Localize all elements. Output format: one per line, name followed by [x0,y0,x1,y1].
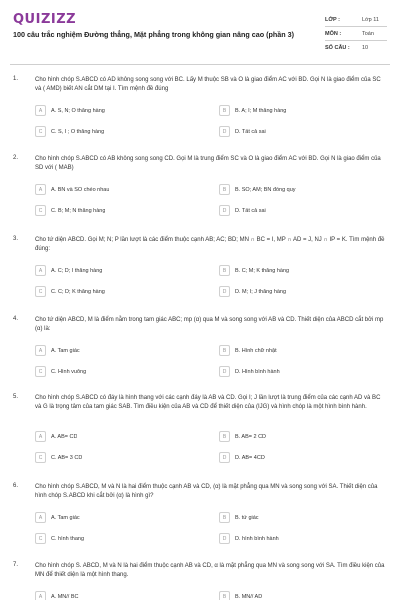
question-text: Cho hình chóp S.ABCD, M và N là hai điểm thuộc cạnh AB và CD, (α) là mặt phẳng qua MN và song song với SA. Thiết diện của hình chóp S.ABCD khi cắt bởi (α) là hình gì? [35,484,378,499]
option-letter: D [219,366,230,377]
option-text: B. Hình chữ nhật [235,347,277,354]
option-d[interactable] [219,285,387,298]
option-letter: C [35,366,46,377]
worksheet-header [0,0,400,64]
question-number: 7. [13,562,19,568]
meta-key: SỐ CÂU : [325,45,350,51]
option-letter: D [219,126,230,137]
option-c[interactable] [35,125,203,138]
meta-row-count [325,41,387,55]
option-a[interactable] [35,183,203,196]
option-text: D. Tất cả sai [235,207,266,214]
option-c[interactable] [35,365,203,378]
option-text: B. AB= 2 CD [235,433,267,440]
option-b[interactable] [219,264,387,277]
meta-value: 10 [362,45,369,51]
option-letter: C [35,452,46,463]
question-text: Cho hình chóp S. ABCD, M và N là hai điểm thuộc cạnh AB và CD, α là mặt phẳng qua MN và song song với SA. Tìm điều kiện của MN để thiết diện là một hình thang. [35,563,385,578]
question-5 [0,394,400,483]
meta-key: LỚP : [325,16,340,23]
option-text: B. SO; AM; BN đồng quy [235,186,296,193]
question-text: Cho hình chóp S.ABCD có đáy là hình thang với các cạnh đáy là AB và CD. Gọi I; J lần lượt là trung điểm của các cạnh AD và BC và G là trọng tâm của tam giác SAB. Tìm điều kiện của AB và CD để thiết diện của (IJG) và hình chóp là một hình bình hành. [35,395,381,410]
option-letter: C [35,533,46,544]
option-b[interactable] [219,511,387,524]
option-text: C. Hình vuông [51,368,87,375]
option-c[interactable] [35,532,203,545]
option-text: B. C; M; K thẳng hàng [235,267,290,274]
option-letter: B [219,431,230,442]
question-7 [0,562,400,600]
option-c[interactable] [35,451,203,464]
meta-key: MÔN : [325,30,342,37]
answer-options [35,264,387,306]
option-a[interactable] [35,590,203,600]
option-letter: C [35,286,46,297]
option-letter: A [35,184,46,195]
question-list [0,76,400,600]
option-letter: D [219,205,230,216]
option-letter: B [219,512,230,523]
question-number: 6. [13,483,19,489]
option-text: D. Hình bình hành [235,368,280,375]
option-text: B. MN// AD [235,593,263,600]
option-letter: B [219,184,230,195]
option-b[interactable] [219,590,387,600]
option-a[interactable] [35,430,203,443]
option-letter: D [219,533,230,544]
option-a[interactable] [35,104,203,117]
question-text: Cho hình chóp S.ABCD có AB không song song CD. Gọi M là trung điểm SC và O là giao điểm AC với BD. Gọi N là giao điểm của SD với ( MAB) [35,156,381,171]
option-text: A. S, N; O thẳng hàng [51,107,105,114]
option-text: D. hình bình hành [235,535,279,542]
header-divider [10,64,390,65]
question-text: Cho tứ diện ABCD, M là điểm nằm trong tam giác ABC; mp (α) qua M và song song với AB và CD. Thiết diện của ABCD cắt bởi mp (α) là: [35,317,384,332]
option-letter: A [35,265,46,276]
option-letter: D [219,286,230,297]
answer-options [35,183,387,225]
answer-options [35,590,387,600]
option-b[interactable] [219,430,387,443]
answer-options [35,344,387,386]
question-number: 3. [13,236,19,242]
question-1 [0,76,400,155]
option-c[interactable] [35,285,203,298]
meta-row-subject [325,27,387,41]
question-6 [0,483,400,562]
option-text: A. Tam giác [51,514,80,521]
meta-row-class [325,13,387,27]
option-text: A. AB= CD [51,433,78,440]
option-text: B. tứ giác [235,514,259,521]
option-letter: B [219,105,230,116]
option-a[interactable] [35,264,203,277]
option-text: A. MN// BC [51,593,79,600]
option-letter: B [219,265,230,276]
option-b[interactable] [219,104,387,117]
option-letter: B [219,345,230,356]
option-text: D. AB= 4CD [235,454,265,461]
meta-value: Toán [362,30,374,37]
question-number: 2. [13,155,19,161]
answer-options [35,430,387,472]
option-b[interactable] [219,344,387,357]
option-text: B. A; I; M thẳng hàng [235,107,287,114]
worksheet-title: 100 câu trắc nghiệm Đường thẳng, Mặt phẳng trong không gian nâng cao (phần 3) [13,30,295,39]
option-text: A. BN và SO chéo nhau [51,186,110,193]
option-text: D. M; I; J thẳng hàng [235,288,287,295]
option-text: A. Tam giác [51,347,80,354]
option-c[interactable] [35,204,203,217]
question-4 [0,316,400,394]
option-a[interactable] [35,511,203,524]
question-number: 5. [13,394,19,400]
option-d[interactable] [219,532,387,545]
option-letter: A [35,512,46,523]
option-d[interactable] [219,451,387,464]
option-letter: C [35,126,46,137]
meta-value: Lớp 11 [362,16,379,23]
answer-options [35,511,387,553]
question-number: 4. [13,316,19,322]
option-d[interactable] [219,365,387,378]
option-text: C. AB= 3 CD [51,454,83,461]
answer-options [35,104,387,146]
option-text: C. B; M; N thẳng hàng [51,207,106,214]
quizizz-logo: QUIZIZZ [13,12,77,27]
option-d[interactable] [219,125,387,138]
option-letter: C [35,205,46,216]
option-letter: A [35,345,46,356]
option-text: A. C; D; I thẳng hàng [51,267,103,274]
option-text: C. hình thang [51,535,85,542]
option-text: D. Tất cả sai [235,128,266,135]
question-number: 1. [13,76,19,82]
option-d[interactable] [219,204,387,217]
option-b[interactable] [219,183,387,196]
worksheet-meta [325,13,387,55]
option-letter: B [219,591,230,600]
question-3 [0,236,400,316]
option-letter: A [35,105,46,116]
question-text: Cho hình chóp S.ABCD có AD không song song với BC. Lấy M thuộc SB và O là giao điểm AC với BD. Gọi N là giao điểm của SC và ( AMD) biết AN cắt DM tại I. Tìm mệnh đề đúng [35,77,381,92]
option-letter: D [219,452,230,463]
question-2 [0,155,400,236]
option-letter: A [35,431,46,442]
option-text: C. C; D; K thẳng hàng [51,288,105,295]
option-a[interactable] [35,344,203,357]
option-letter: A [35,591,46,600]
question-text: Cho tứ diện ABCD. Gọi M; N; P lần lượt là các điểm thuộc cạnh AB; AC; BD; MN ∩ BC = I, MP ∩ AD = J, NJ ∩ IP = K. Tìm mệnh đề đúng: [35,237,385,252]
option-text: C. S, I ; O thẳng hàng [51,128,105,135]
